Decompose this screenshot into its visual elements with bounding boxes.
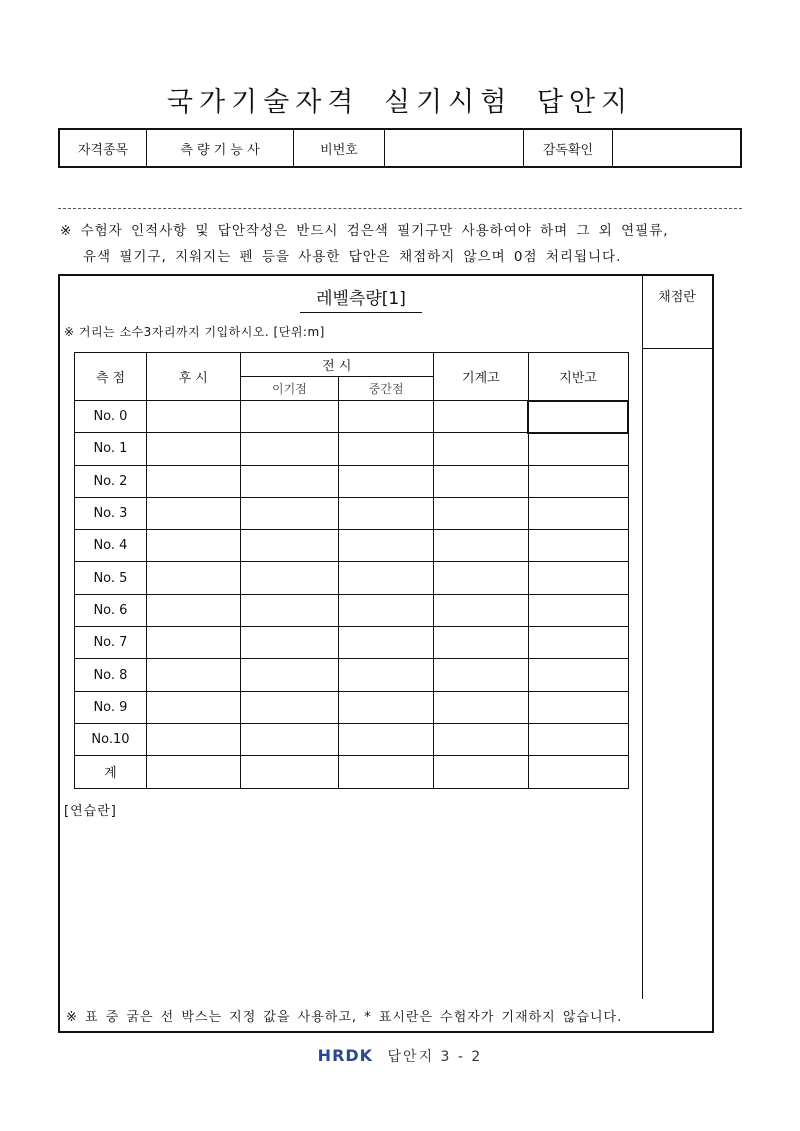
entry-cell[interactable] [240, 497, 339, 529]
entry-cell[interactable] [240, 723, 339, 755]
entry-cell[interactable] [528, 433, 628, 465]
entry-cell[interactable] [146, 594, 240, 626]
entry-cell[interactable] [146, 401, 240, 433]
entry-cell[interactable] [240, 659, 339, 691]
entry-cell[interactable] [434, 756, 529, 788]
entry-cell[interactable] [146, 530, 240, 562]
qualification-value: 측 량 기 능 사 [147, 129, 294, 167]
entry-cell[interactable] [146, 497, 240, 529]
entry-cell[interactable] [528, 691, 628, 723]
entry-cell[interactable] [339, 497, 434, 529]
score-header-divider [642, 348, 712, 349]
supervisor-check-field[interactable] [613, 129, 742, 167]
entry-cell[interactable] [146, 465, 240, 497]
entry-cell[interactable] [434, 562, 529, 594]
page-title: 국가기술자격 실기시험 답안지 [166, 87, 634, 118]
header-instrument-height: 기계고 [434, 353, 529, 401]
unit-note: ※ 거리는 소수3자리까지 기입하시오. [단위:m] [64, 325, 325, 339]
entry-cell[interactable] [528, 497, 628, 529]
station-label: No. 8 [75, 659, 147, 691]
footnote: ※ 표 중 굵은 선 박스는 지정 값을 사용하고, * 표시란은 수험자가 기재하지 않습니다. [66, 1010, 623, 1025]
entry-cell[interactable] [434, 401, 529, 433]
table-row [75, 433, 629, 465]
table-row [75, 691, 629, 723]
entry-cell[interactable] [528, 594, 628, 626]
header-intermediate-point: 중간점 [339, 377, 434, 401]
score-column-divider [642, 274, 643, 999]
notice-line-1: ※ 수험자 인적사항 및 답안작성은 반드시 검은색 필기구만 사용하여야 하며 그 외 연필류, [60, 223, 669, 239]
header-foresight: 전 시 [240, 353, 433, 377]
table-row [75, 530, 629, 562]
entry-cell[interactable] [240, 401, 339, 433]
entry-cell[interactable] [146, 433, 240, 465]
entry-cell[interactable] [146, 756, 240, 788]
info-table [58, 128, 742, 168]
entry-cell[interactable] [434, 691, 529, 723]
entry-cell[interactable] [146, 723, 240, 755]
notice [60, 218, 750, 270]
entry-cell[interactable] [146, 627, 240, 659]
entry-cell[interactable] [528, 530, 628, 562]
entry-cell[interactable] [339, 401, 434, 433]
table-row [75, 401, 629, 433]
entry-cell[interactable] [240, 562, 339, 594]
entry-cell[interactable] [339, 530, 434, 562]
header-backsight: 후 시 [146, 353, 240, 401]
entry-cell[interactable] [339, 691, 434, 723]
table-row [75, 594, 629, 626]
dotted-divider [58, 208, 742, 209]
header-turning-point: 이기점 [240, 377, 339, 401]
entry-cell[interactable] [339, 756, 434, 788]
entry-cell[interactable] [434, 530, 529, 562]
entry-cell[interactable] [528, 756, 628, 788]
leveling-table [74, 352, 629, 789]
entry-cell[interactable] [528, 723, 628, 755]
station-label: No. 3 [75, 497, 147, 529]
table-row [75, 723, 629, 755]
entry-cell[interactable] [339, 594, 434, 626]
entry-cell[interactable] [240, 756, 339, 788]
entry-cell[interactable] [339, 465, 434, 497]
page-number: 답안지 3 - 2 [387, 1049, 483, 1065]
entry-cell[interactable] [528, 659, 628, 691]
entry-cell[interactable] [434, 594, 529, 626]
entry-cell[interactable] [528, 627, 628, 659]
table-row [75, 497, 629, 529]
hrdk-logo: HRDK [317, 1046, 374, 1065]
entry-cell[interactable] [240, 627, 339, 659]
table-row [75, 627, 629, 659]
entry-cell[interactable] [434, 497, 529, 529]
entry-cell[interactable] [240, 433, 339, 465]
entry-cell[interactable] [528, 465, 628, 497]
station-label: No. 1 [75, 433, 147, 465]
entry-cell[interactable] [339, 433, 434, 465]
station-label: No.10 [75, 723, 147, 755]
station-label: No. 7 [75, 627, 147, 659]
entry-cell[interactable] [240, 594, 339, 626]
entry-cell[interactable] [146, 562, 240, 594]
entry-cell[interactable] [146, 659, 240, 691]
entry-cell[interactable] [339, 659, 434, 691]
entry-cell[interactable] [240, 465, 339, 497]
station-label: No. 0 [75, 401, 147, 433]
entry-cell[interactable] [146, 691, 240, 723]
entry-cell[interactable] [339, 723, 434, 755]
entry-cell[interactable] [528, 401, 628, 433]
entry-cell[interactable] [339, 627, 434, 659]
entry-cell[interactable] [434, 465, 529, 497]
supervisor-check-label: 감독확인 [524, 129, 613, 167]
entry-cell[interactable] [240, 691, 339, 723]
entry-cell[interactable] [434, 659, 529, 691]
header-ground-height: 지반고 [528, 353, 628, 401]
entry-cell[interactable] [434, 433, 529, 465]
table-row [75, 659, 629, 691]
table-row [75, 756, 629, 788]
score-column-label: 채점란 [658, 290, 696, 305]
entry-cell[interactable] [528, 562, 628, 594]
entry-cell[interactable] [339, 562, 434, 594]
page-footer [0, 1046, 800, 1066]
station-label: No. 5 [75, 562, 147, 594]
notice-line-2: 유색 필기구, 지워지는 펜 등을 사용한 답안은 채점하지 않으며 0점 처리됩니다. [83, 249, 622, 265]
table-row [75, 562, 629, 594]
station-label: No. 4 [75, 530, 147, 562]
secret-number-label: 비번호 [294, 129, 385, 167]
section-title: 레벨측량[1] [300, 284, 422, 313]
header-station: 측 점 [75, 353, 147, 401]
table-row [75, 465, 629, 497]
station-label: No. 6 [75, 594, 147, 626]
station-label: 계 [75, 756, 147, 788]
entry-cell[interactable] [434, 627, 529, 659]
qualification-label: 자격종목 [59, 129, 147, 167]
station-label: No. 9 [75, 691, 147, 723]
station-label: No. 2 [75, 465, 147, 497]
practice-area-label: [연습란] [64, 804, 117, 819]
entry-cell[interactable] [434, 723, 529, 755]
entry-cell[interactable] [240, 530, 339, 562]
secret-number-field[interactable] [385, 129, 524, 167]
